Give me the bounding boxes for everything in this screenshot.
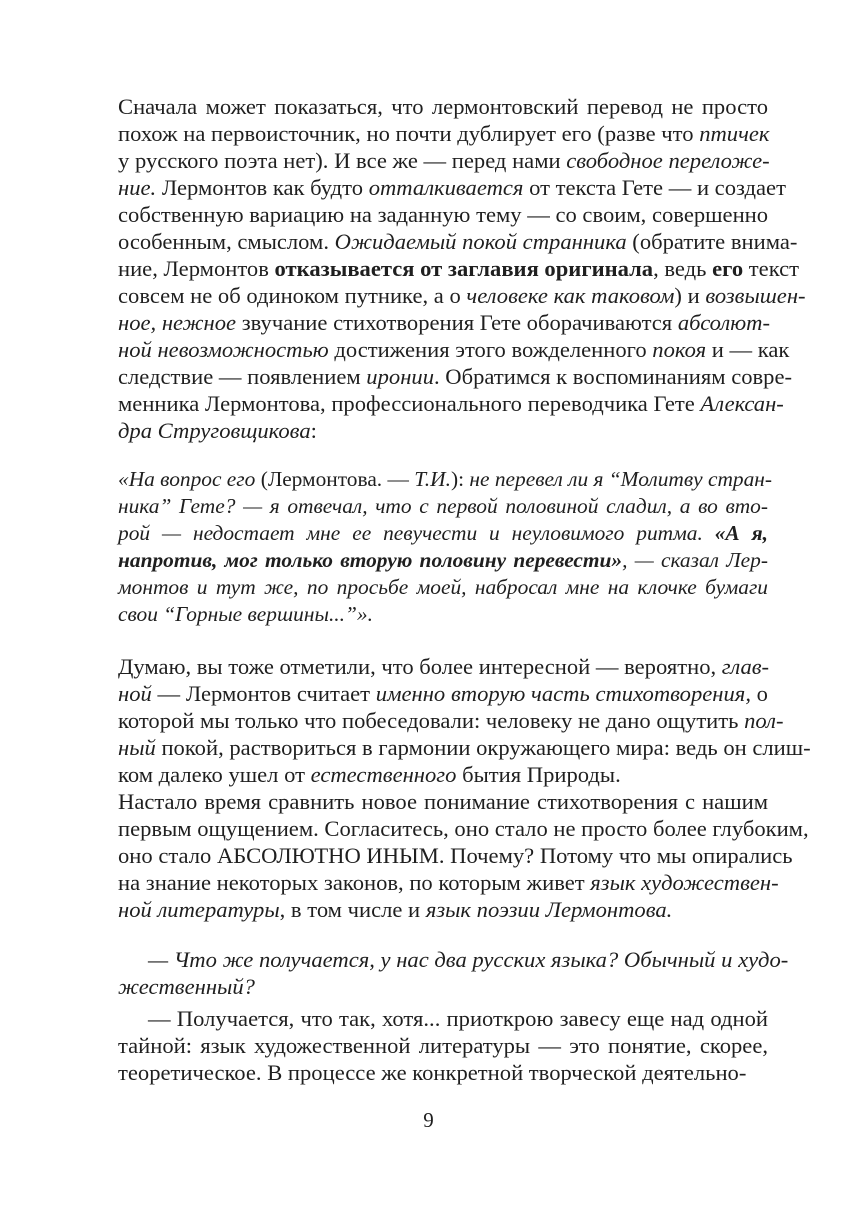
text-line: [118, 707, 784, 734]
text-run: Лермонтов как будто: [156, 175, 369, 200]
paragraph-3: [118, 788, 809, 923]
text-line: [118, 1059, 768, 1086]
text-run: ный: [118, 735, 156, 760]
text-run: — Что же получается, у нас два русских языка? Обычный и худо-: [148, 947, 789, 972]
text-run: похож на первоисточник, но почти дублирует его (разве что: [118, 121, 700, 146]
text-run: достижения этого вожделенного: [328, 337, 653, 362]
text-line: [118, 93, 768, 120]
text-line: [118, 390, 784, 417]
text-run: его: [712, 256, 744, 281]
text-run: у русского поэта нет). И все же — перед нами: [118, 148, 567, 173]
text-run: ) и: [674, 283, 706, 308]
paragraph-2: [118, 653, 811, 788]
text-run: жественный?: [118, 974, 255, 999]
text-run: Алексан-: [700, 391, 784, 416]
paragraph-text: [118, 653, 811, 788]
paragraph-text: [118, 946, 789, 1000]
text-run: язык поэзии Лермонтова.: [425, 897, 673, 922]
text-line: [118, 547, 768, 574]
paragraph-1: [118, 93, 806, 444]
text-run: абсолют-: [677, 310, 771, 335]
text-run: человеке как таковом: [466, 283, 675, 308]
text-run: свободное переложе-: [566, 148, 770, 173]
paragraph-text: [118, 466, 773, 628]
text-run: первым ощущением. Согласитесь, оно стало не просто более глубоким,: [118, 816, 809, 841]
page-number: 9: [423, 1108, 434, 1132]
text-run: птичек: [699, 121, 770, 146]
text-run: покоя: [652, 337, 707, 362]
text-line: [118, 147, 768, 174]
text-run: напротив, мог только вторую половину перевести»: [118, 548, 623, 572]
dialogue-answer: [118, 1005, 768, 1086]
text-line: [118, 896, 768, 923]
paragraph-text: [118, 1005, 768, 1086]
text-line: [118, 493, 768, 520]
text-run: , ведь: [653, 256, 713, 281]
text-run: и — как: [706, 337, 790, 362]
text-run: рой — недостает мне ее певучести и неуловимого ритма.: [118, 521, 715, 545]
quotation-block: [118, 466, 773, 628]
text-line: [118, 282, 806, 309]
text-line: [118, 1032, 768, 1059]
text-line: [118, 734, 811, 761]
text-run: ной литературы: [118, 897, 280, 922]
paragraph-text: [118, 788, 809, 923]
text-run: менника Лермонтова, профессионального переводчика Гете: [118, 391, 701, 416]
text-line: [118, 842, 793, 869]
text-run: — Лермонтов считает: [151, 681, 376, 706]
text-line: [118, 973, 768, 1000]
text-line: [118, 680, 768, 707]
text-line: [118, 869, 779, 896]
text-run: бытия Природы.: [456, 762, 621, 787]
text-run: Ожидаемый покой странника: [334, 229, 627, 254]
text-line: [118, 466, 773, 493]
text-line: [118, 1005, 768, 1032]
text-run: «А я,: [714, 521, 768, 545]
text-run: Думаю, вы тоже отметили, что более интересной — вероятно,: [118, 654, 722, 679]
text-run: именно вторую часть стихотворения,: [375, 681, 751, 706]
text-run: не перевел ли я “Молитву стран-: [469, 467, 773, 491]
text-run: текст: [743, 256, 800, 281]
text-run: отказывается от заглавия оригинала: [274, 256, 654, 281]
text-run: теоретическое. В процессе же конкретной творческой деятельно-: [118, 1060, 747, 1085]
text-line: [118, 228, 798, 255]
text-run: тайной: язык художественной литературы — это понятие, скорее,: [118, 1033, 768, 1058]
text-run: «На вопрос его: [118, 467, 256, 491]
text-run: (обратите внима-: [626, 229, 798, 254]
text-run: от текста Гете — и создает: [523, 175, 786, 200]
text-line: [118, 255, 800, 282]
text-run: :: [310, 418, 317, 443]
text-run: оно стало АБСОЛЮТНО ИНЫМ. Почему? Потому что мы опирались: [118, 843, 793, 868]
text-run: Т.И.: [414, 467, 451, 491]
text-line: [118, 761, 768, 788]
text-run: глав-: [721, 654, 770, 679]
text-line: [118, 815, 809, 842]
text-run: . Обратимся к воспоминаниям совре-: [434, 364, 793, 389]
text-run: ние.: [118, 175, 157, 200]
text-line: [118, 336, 790, 363]
text-run: ):: [450, 467, 470, 491]
text-run: возвышен-: [705, 283, 806, 308]
paragraph-text: [118, 93, 806, 444]
text-run: звучание стихотворения Гете оборачиваются: [236, 310, 678, 335]
text-run: дра Струговщикова: [118, 418, 311, 443]
text-run: особенным, смыслом.: [118, 229, 335, 254]
text-run: следствие — появлением: [118, 364, 367, 389]
text-run: о: [750, 681, 768, 706]
text-line: [118, 201, 768, 228]
text-run: ком далеко ушел от: [118, 762, 311, 787]
text-line: [118, 653, 768, 680]
dialogue-question: [118, 946, 789, 1000]
text-run: — Получается, что так, хотя... приоткрою завесу еще над одной: [148, 1006, 768, 1031]
text-run: Настало время сравнить новое понимание стихотворения с нашим: [118, 789, 768, 814]
text-run: пол-: [744, 708, 784, 733]
text-line: [118, 363, 793, 390]
text-line: [118, 309, 771, 336]
text-run: , в том числе и: [279, 897, 426, 922]
text-run: иронии: [366, 364, 434, 389]
text-line: [118, 788, 768, 815]
text-run: язык художествен-: [590, 870, 779, 895]
text-run: покой, раствориться в гармонии окружающего мира: ведь он слиш-: [155, 735, 811, 760]
text-run: совсем не об одиноком путнике, а о: [118, 283, 467, 308]
text-line: [118, 417, 768, 444]
text-line: [118, 174, 786, 201]
text-run: ной невозможностью: [118, 337, 329, 362]
text-run: на знание некоторых законов, по которым живет: [118, 870, 591, 895]
text-run: которой мы только что побеседовали: человеку не дано ощутить: [118, 708, 745, 733]
text-run: ние, Лермонтов: [118, 256, 275, 281]
text-run: ное, нежное: [118, 310, 237, 335]
text-run: естественного: [310, 762, 457, 787]
text-line: [118, 574, 768, 601]
text-run: собственную вариацию на заданную тему — со своим, совершенно: [118, 202, 769, 227]
text-line: [118, 601, 768, 628]
text-run: (Лермонтова. —: [255, 467, 415, 491]
text-run: , — сказал Лер-: [622, 548, 768, 572]
text-run: ника” Гете? — я отвечал, что с первой половиной сладил, а во вто-: [118, 494, 768, 518]
text-line: [118, 946, 789, 973]
text-run: отталкивается: [368, 175, 524, 200]
text-run: ной: [118, 681, 152, 706]
text-run: свои “Горные вершины...”».: [118, 602, 373, 626]
text-run: Сначала может показаться, что лермонтовский перевод не просто: [118, 94, 768, 119]
text-line: [118, 520, 768, 547]
text-run: монтов и тут же, по просьбе моей, набросал мне на клочке бумаги: [118, 575, 768, 599]
text-line: [118, 120, 768, 147]
